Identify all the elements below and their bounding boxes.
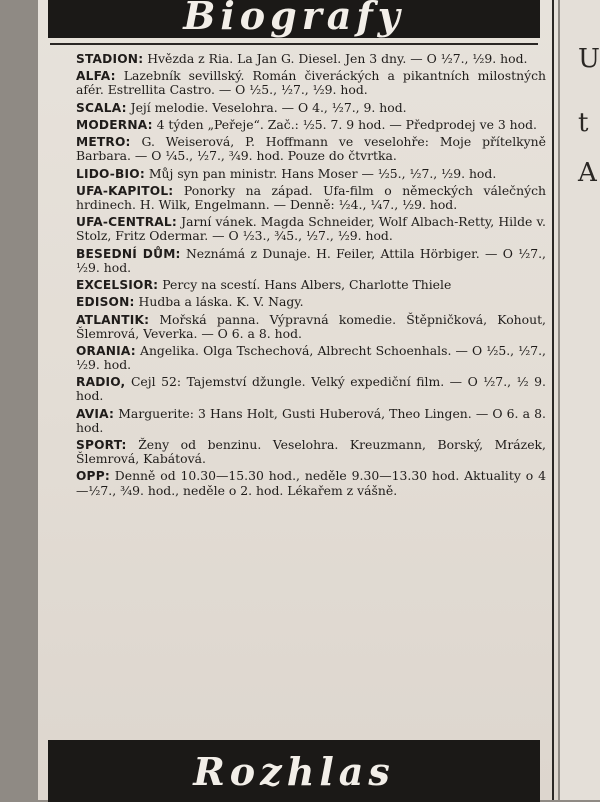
listing-text: 4 týden „Peřeje“. Zač.: ½5. 7. 9 hod. — Předprodej ve 3 hod. [156, 116, 537, 132]
cinema-name: SPORT: [76, 438, 127, 453]
cinema-name: METRO: [76, 135, 131, 150]
section-title: Rozhlas [193, 748, 395, 794]
listing-entry [76, 313, 546, 341]
listing-text: Denně od 10.30—15.30 hod., neděle 9.30—13.30 hod. Aktuality o 4—½7., ¾9. hod., neděle o 2. hod. Lékařem z vášně. [76, 468, 546, 498]
cinema-name: AVIA: [76, 406, 115, 421]
listing-entry [76, 247, 546, 275]
listing-text: Percy na scestí. Hans Albers, Charlotte Thiele [162, 277, 452, 292]
cinema-name: OPP: [76, 469, 110, 484]
listing-text: Její melodie. Veselohra. — O 4., ½7., 9. hod. [130, 99, 407, 115]
header-rule [50, 43, 538, 45]
listing-entry [76, 118, 546, 132]
cinema-name: STADION: [76, 52, 144, 66]
listing-text: G. Weiserová, P. Hoffmann ve veselohře: Moje přítelkyně Barbara. — O ¼5., ½7., ¾9. hod. Pouze do čtvrtka. [76, 134, 546, 164]
listing-text: Lazebník sevillský. Román čiveráckých a pikantních milostných afér. Estrellita Castro. — O ½5., ½7., ½9. hod. [76, 68, 546, 98]
listing-text: Hvězda z Ria. La Jan G. Diesel. Jen 3 dny. — O ½7., ½9. hod. [147, 51, 528, 66]
listing-text: Angelika. Olga Tschechová, Albrecht Schoenhals. — O ½5., ½7., ½9. hod. [76, 342, 546, 373]
listing-entry [76, 101, 546, 115]
listing-entry [76, 469, 546, 497]
listing-text: Jarní vánek. Magda Schneider, Wolf Albach-Retty, Hilde v. Stolz, Fritz Odermar. — O ½3., ¾5., ½7., ½9. hod. [76, 214, 546, 244]
listing-entry [76, 438, 546, 466]
adjacent-column-letter: t [578, 108, 589, 138]
cinema-name: LIDO-BIO: [76, 166, 145, 181]
listing-text: Ponorky na západ. Ufa-film o německých válečných hrdinech. H. Wilk, Engelmann. — Denně: ½4., ¼7., ½9. hod. [76, 182, 546, 212]
cinema-name: MODERNA: [76, 117, 153, 132]
listing-entry [76, 295, 546, 309]
listing-text: Marguerite: 3 Hans Holt, Gusti Huberová, Theo Lingen. — O 6. a 8. hod. [76, 405, 546, 435]
listing-text: Můj syn pan ministr. Hans Moser — ½5., ½7., ½9. hod. [148, 165, 497, 181]
listing-entry [76, 278, 546, 292]
cinema-name: RADIO, [76, 375, 126, 390]
adjacent-column-letter: A [578, 158, 597, 188]
listing-entry [76, 215, 546, 243]
listing-entry [76, 69, 546, 97]
cinema-name: UFA-CENTRAL: [76, 215, 177, 230]
cinema-listings [76, 52, 546, 501]
cinema-name: EDISON: [76, 295, 135, 310]
listing-text: Neznámá z Dunaje. H. Feiler, Attila Hörbiger. — O ½7., ½9. hod. [76, 245, 546, 275]
cinema-name: ORANIA: [76, 343, 136, 358]
listing-entry [76, 184, 546, 212]
listing-text: Mořská panna. Výpravná komedie. Štěpničková, Kohout, Šlemrová, Veverka. — O 6. a 8. hod. [76, 311, 546, 341]
listing-entry [76, 344, 546, 372]
cinema-name: BESEDNÍ DŮM: [76, 246, 181, 261]
section-title: Biografy [183, 0, 405, 38]
adjacent-column-letter: U [578, 44, 600, 74]
section-footer-banner [48, 740, 540, 802]
listing-entry [76, 375, 546, 403]
cinema-name: SCALA: [76, 100, 127, 115]
listing-text: Cejl 52: Tajemství džungle. Velký expediční film. — O ½7., ½ 9. hod. [76, 374, 546, 404]
cinema-name: ATLANTIK: [76, 312, 150, 327]
listing-entry [76, 52, 546, 66]
cinema-name: ALFA: [76, 69, 116, 84]
cinema-name: EXCELSIOR: [76, 278, 159, 292]
listing-entry [76, 407, 546, 435]
section-header-banner [48, 0, 540, 38]
listing-text: Ženy od benzinu. Veselohra. Kreuzmann, Borský, Mrázek, Šlemrová, Kabátová. [76, 437, 546, 467]
cinema-name: UFA-KAPITOL: [76, 183, 174, 198]
listing-entry [76, 135, 546, 163]
column-divider [552, 0, 554, 800]
listing-text: Hudba a láska. K. V. Nagy. [138, 294, 304, 310]
listing-entry [76, 167, 546, 181]
